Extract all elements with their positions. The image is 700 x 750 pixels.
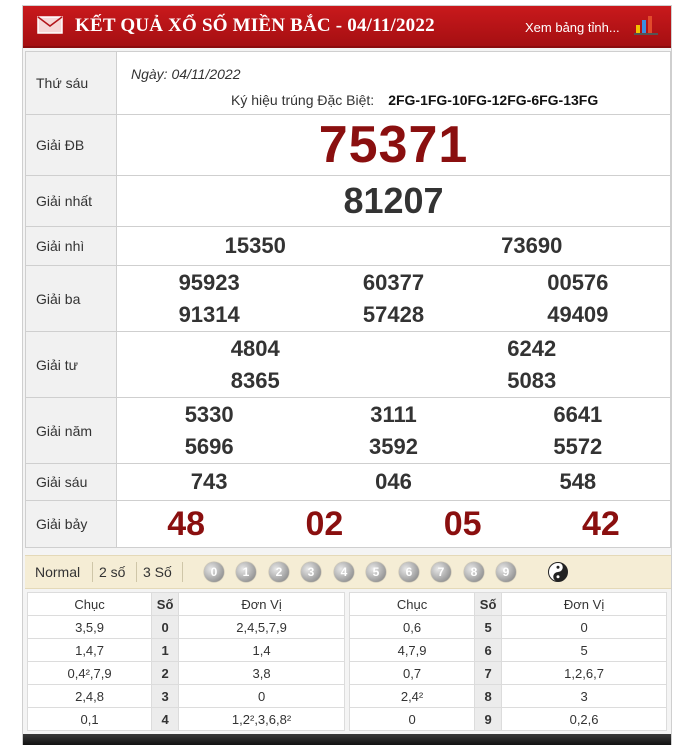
so-cell: 8 (475, 685, 502, 708)
digit-0-button[interactable]: 0 (204, 562, 224, 582)
loto-row (350, 616, 667, 639)
prize-number: 00576 (547, 269, 609, 295)
prize-row-ba (26, 266, 671, 332)
chuc-cell: 3,5,9 (28, 616, 152, 639)
prize-number: 046 (375, 469, 412, 494)
so-cell: 5 (475, 616, 502, 639)
envelope-icon (37, 16, 63, 34)
prize-label: Giải nhất (26, 176, 117, 227)
first-prize-number: 81207 (117, 176, 671, 227)
prize-number: 4804 (230, 335, 280, 361)
prize-number: 15350 (224, 233, 286, 258)
prize-number: 5083 (507, 367, 557, 393)
prize-row-db (26, 115, 671, 176)
prize-number: 8365 (230, 367, 280, 393)
so-cell: 1 (152, 639, 179, 662)
so-cell: 7 (475, 662, 502, 685)
digit-7-button[interactable]: 7 (431, 562, 451, 582)
header-chuc: Chục (28, 593, 152, 616)
header-so: Số (152, 593, 179, 616)
prize-row-sau (26, 464, 671, 501)
loto-row (350, 685, 667, 708)
prize-number: 5572 (553, 433, 603, 459)
digit-9-button[interactable]: 9 (496, 562, 516, 582)
donvi-cell: 0 (502, 616, 667, 639)
prize-row-nhat (26, 176, 671, 227)
chuc-cell: 0,6 (350, 616, 475, 639)
prize-number: 49409 (547, 301, 609, 327)
prize-label: Giải ba (26, 266, 117, 332)
prize-label: Giải sáu (26, 464, 117, 501)
chuc-cell: 2,4² (350, 685, 475, 708)
donvi-cell: 3 (502, 685, 667, 708)
loto-table-left (27, 592, 345, 731)
prize-row-nam (26, 398, 671, 464)
prize-number: 05 (443, 504, 482, 543)
results-panel (22, 5, 672, 745)
view-provinces-link[interactable]: Xem bảng tỉnh... (525, 20, 620, 35)
special-symbol-line (231, 92, 598, 108)
loto-row (28, 662, 345, 685)
chuc-cell: 0,4²,7,9 (28, 662, 152, 685)
prize-number: 42 (581, 504, 620, 543)
so-cell: 0 (152, 616, 179, 639)
panel-footer-bar (23, 734, 671, 745)
display-toolbar (25, 555, 671, 589)
bar-chart-icon[interactable] (634, 13, 658, 35)
special-symbol-label: Ký hiệu trúng Đặc Biệt: (231, 92, 375, 108)
so-cell: 9 (475, 708, 502, 731)
prize-number: 57428 (362, 301, 425, 327)
donvi-cell: 1,2²,3,6,8² (179, 708, 345, 731)
digit-2-button[interactable]: 2 (269, 562, 289, 582)
donvi-cell: 2,4,5,7,9 (179, 616, 345, 639)
loto-row (28, 685, 345, 708)
loto-row (28, 616, 345, 639)
page-title: KẾT QUẢ XỔ SỐ MIỀN BẮC - 04/11/2022 (75, 15, 435, 36)
loto-row (350, 662, 667, 685)
donvi-cell: 5 (502, 639, 667, 662)
tab-2-so[interactable]: 2 số (99, 564, 126, 580)
chuc-cell: 2,4,8 (28, 685, 152, 708)
prize-number: 6641 (553, 401, 603, 427)
prize-row-nhi (26, 227, 671, 266)
prize-label: Giải bảy (26, 501, 117, 548)
prize-number: 3592 (369, 433, 418, 459)
header-chuc: Chục (350, 593, 475, 616)
divider (92, 562, 93, 582)
yin-yang-icon[interactable] (548, 562, 568, 582)
chuc-cell: 0 (350, 708, 475, 731)
prize-number: 5330 (184, 401, 234, 427)
digit-4-button[interactable]: 4 (334, 562, 354, 582)
so-cell: 3 (152, 685, 179, 708)
prize-label: Giải tư (26, 332, 117, 398)
special-symbol-value: 2FG-1FG-10FG-12FG-6FG-13FG (388, 92, 599, 108)
prize-number: 02 (305, 504, 344, 543)
results-table (25, 51, 671, 548)
digit-5-button[interactable]: 5 (366, 562, 386, 582)
prize-number: 95923 (178, 269, 240, 295)
prize-number: 3111 (370, 401, 417, 427)
digit-6-button[interactable]: 6 (399, 562, 419, 582)
prize-number: 6242 (507, 335, 557, 361)
prize-label: Giải nhì (26, 227, 117, 266)
draw-date: Ngày: 04/11/2022 (131, 66, 241, 82)
digit-3-button[interactable]: 3 (301, 562, 321, 582)
loto-row (28, 708, 345, 731)
prize-number: 73690 (501, 233, 563, 258)
chuc-cell: 0,7 (350, 662, 475, 685)
prize-number: 5696 (184, 433, 234, 459)
prize-number: 548 (559, 469, 597, 494)
loto-table-right (349, 592, 667, 731)
so-cell: 4 (152, 708, 179, 731)
loto-row (350, 708, 667, 731)
header-so: Số (475, 593, 502, 616)
loto-row (350, 639, 667, 662)
special-prize-number: 75371 (117, 115, 671, 176)
weekday-label: Thứ sáu (26, 52, 117, 115)
divider (182, 562, 183, 582)
prize-number: 60377 (362, 269, 425, 295)
tab-normal[interactable]: Normal (35, 564, 81, 580)
digit-1-button[interactable]: 1 (236, 562, 256, 582)
chuc-cell: 0,1 (28, 708, 152, 731)
donvi-cell: 1,2,6,7 (502, 662, 667, 685)
panel-header (23, 6, 671, 48)
prize-row-tu (26, 332, 671, 398)
prize-number: 743 (190, 469, 228, 494)
divider (136, 562, 137, 582)
donvi-cell: 3,8 (179, 662, 345, 685)
header-donvi: Đơn Vị (179, 593, 345, 616)
chuc-cell: 4,7,9 (350, 639, 475, 662)
prize-number: 91314 (178, 301, 240, 327)
so-cell: 6 (475, 639, 502, 662)
loto-row (28, 639, 345, 662)
donvi-cell: 0,2,6 (502, 708, 667, 731)
prize-label: Giải ĐB (26, 115, 117, 176)
header-donvi: Đơn Vị (502, 593, 667, 616)
donvi-cell: 0 (179, 685, 345, 708)
donvi-cell: 1,4 (179, 639, 345, 662)
digit-8-button[interactable]: 8 (464, 562, 484, 582)
chuc-cell: 1,4,7 (28, 639, 152, 662)
so-cell: 2 (152, 662, 179, 685)
prize-label: Giải năm (26, 398, 117, 464)
prize-number: 48 (167, 504, 206, 543)
prize-row-bay (26, 501, 671, 548)
tab-3-so[interactable]: 3 Số (143, 564, 172, 580)
